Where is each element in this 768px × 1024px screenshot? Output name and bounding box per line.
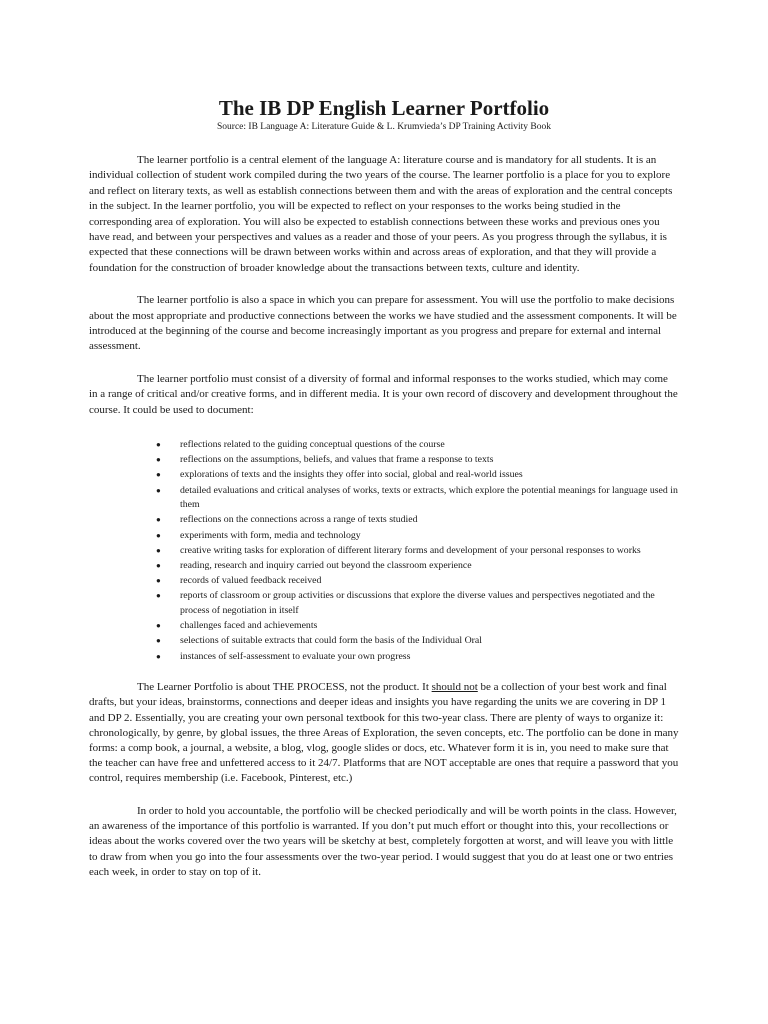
bullet-text: experiments with form, media and technology: [180, 529, 361, 541]
bullet-item: [156, 453, 679, 468]
bullet-text: records of valued feedback received: [180, 575, 322, 587]
bullet-item: [156, 559, 679, 574]
bullet-text: explorations of texts and the insights they offer into social, global and real-world issues: [180, 469, 523, 481]
bullet-icon: ●: [156, 440, 161, 450]
bullet-item: [156, 634, 679, 649]
bullet-text: challenges faced and achievements: [180, 620, 318, 632]
bullet-text: reports of classroom or group activities or discussions that explore the diverse values and perspectives negotiated and the process of negotiation in itself: [180, 590, 655, 616]
paragraph-assessment: The learner portfolio is also a space in which you can prepare for assessment. You will use the portfolio to make decisions about the most appropriate and productive connections between the works we have studied and the assessment components. It will be introduced at the beginning of the course and become increasingly important as you progress and prepare for external and internal assessment.: [89, 294, 677, 353]
bullet-item: [156, 468, 679, 483]
bullet-icon: ●: [156, 515, 161, 525]
bullet-icon: ●: [156, 591, 161, 601]
bullet-item: [156, 619, 679, 634]
process-text-before: The Learner Portfolio is about THE PROCESS, not the product. It: [137, 681, 432, 694]
bullet-item: [156, 513, 679, 528]
bullet-icon: ●: [156, 576, 161, 586]
bullet-icon: ●: [156, 470, 161, 480]
bullet-text: detailed evaluations and critical analyses of works, texts or extracts, which explore the potential meanings for language used in them: [180, 484, 678, 511]
bullet-icon: ●: [156, 545, 161, 555]
document-source: Source: IB Language A: Literature Guide & L. Krumvieda’s DP Training Activity Book: [217, 122, 551, 132]
bullet-text: reflections related to the guiding conceptual questions of the course: [180, 439, 445, 451]
bullet-item: [156, 484, 679, 513]
bullet-text: creative writing tasks for exploration of different literary forms and development of your personal responses to works: [180, 544, 641, 556]
bullet-text: reflections on the assumptions, beliefs, and values that frame a response to texts: [180, 454, 494, 466]
bullet-item: [156, 529, 679, 544]
paragraph-diversity: The learner portfolio must consist of a diversity of formal and informal responses to the works studied, which may come in a range of critical and/or creative forms, and in different media. It is your own record of discovery and development throughout the course. It could be used to document:: [89, 372, 678, 416]
bullet-text: reflections on the connections across a range of texts studied: [180, 514, 418, 526]
bullet-item: [156, 438, 679, 453]
bullet-icon: ●: [156, 651, 161, 661]
bullet-icon: ●: [156, 485, 161, 495]
process-underlined-text: should not: [431, 681, 478, 694]
bullet-item: [156, 650, 679, 665]
bullet-text: selections of suitable extracts that could form the basis of the Individual Oral: [180, 635, 482, 647]
bullet-text: instances of self-assessment to evaluate your own progress: [180, 650, 411, 662]
bullet-icon: ●: [156, 621, 161, 631]
bullet-item: [156, 574, 679, 589]
paragraph-accountability: In order to hold you accountable, the portfolio will be checked periodically and will be worth points in the class. However, an awareness of the importance of this portfolio is warranted. If you don’t put much effort or thought into this, your recollections or ideas about the works covered over the two years will be sketchy at best, completely forgotten at worst, and will leave you with little to draw from when you go into the four assessments over the two-year period. I would suggest that you do at least one or two entries each week, in order to stay on top of it.: [89, 804, 677, 879]
bullet-item: [156, 544, 679, 559]
bullet-icon: ●: [156, 561, 161, 570]
bullet-item: [156, 589, 679, 618]
document-bullet-list: [89, 438, 679, 664]
bullet-icon: ●: [156, 455, 161, 465]
document-page: [89, 96, 679, 881]
bullet-icon: ●: [156, 530, 161, 540]
process-text-after: be a collection of your best work and final drafts, but your ideas, brainstorms, connections and deeper ideas and insights you have regarding the units we are covering in DP 1 and DP 2. Essentially, you are creating your own personal textbook for this two-year class. There are plenty of ways to organize it: chronologically, by genre, by global issues, the three Areas of Exploration, the seven concepts, etc. The portfolio can be done in many forms: a comp book, a journal, a website, a blog, vlog, google slides or docs, etc. Whatever form it is in, you need to make sure that the teacher can have free and unfettered access to it 24/7. Platforms that are NOT acceptable are ones that require a password that you control, requires membership (i.e. Facebook, Pinterest, etc.): [89, 681, 679, 785]
paragraph-intro: The learner portfolio is a central element of the language A: literature course and is mandatory for all students. It is an individual collection of student work compiled during the two years of the course. The learner portfolio is a place for you to explore and reflect on literary texts, as well as establish connections between them and with the areas of exploration and the central concepts in the subject. In the learner portfolio, you will be expected to reflect on your responses to the works being studied in the corresponding area of exploration. You will also be expected to establish connections between these works and previous ones you have read, and between your perspectives and values as a reader and those of your peers. As you progress through the syllabus, it is expected that these connections will be drawn between works within and across areas of exploration, and that they will provide a foundation for the construction of broader knowledge about the transactions between texts, culture and identity.: [89, 154, 673, 274]
paragraph-process: [89, 680, 679, 786]
bullet-icon: ●: [156, 636, 161, 646]
document-title: The IB DP English Learner Portfolio: [218, 96, 550, 120]
bullet-text: reading, research and inquiry carried out beyond the classroom experience: [180, 560, 472, 571]
